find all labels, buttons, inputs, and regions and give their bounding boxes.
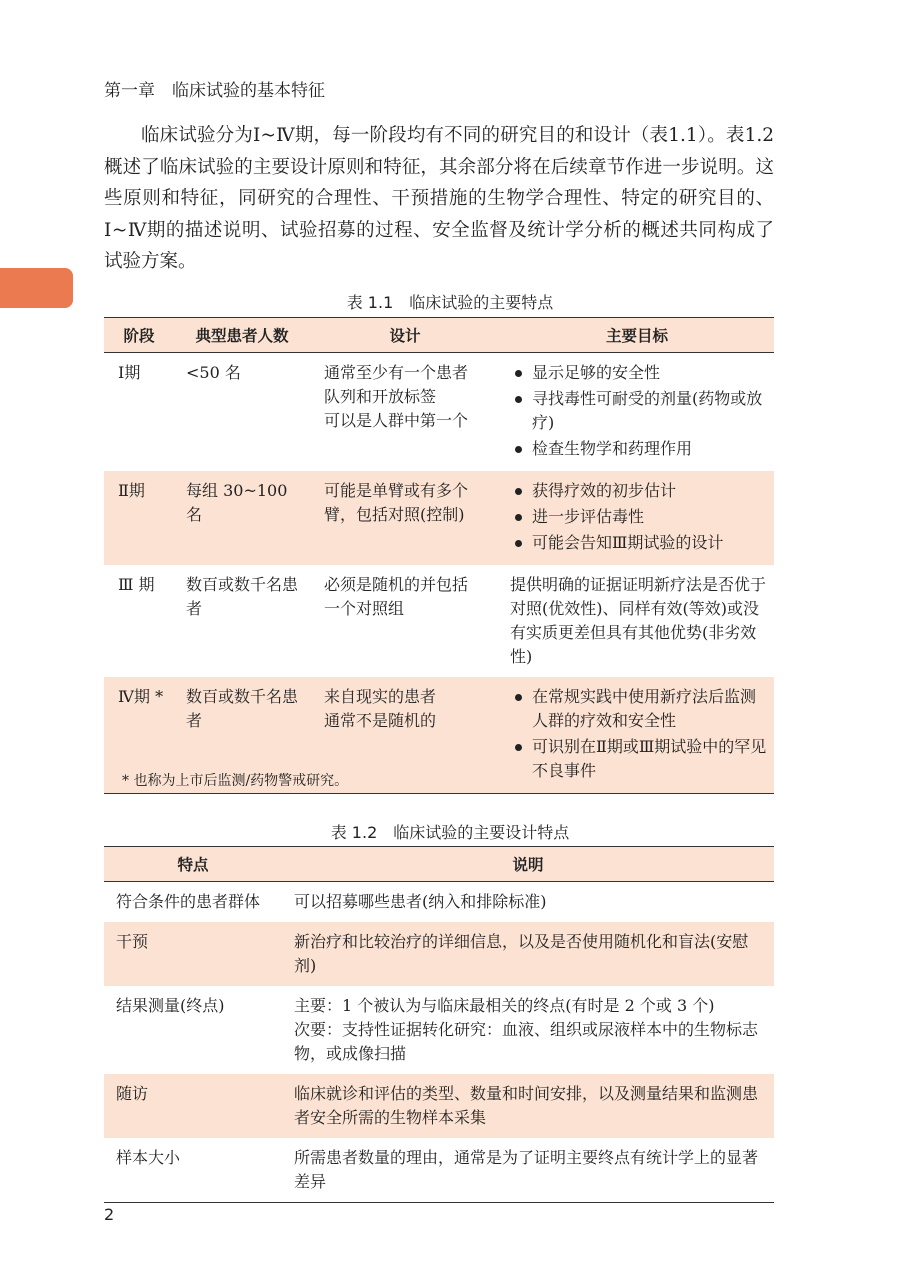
- description-line: 主要：1 个被认为与临床最相关的终点(有时是 2 个或 3 个): [294, 996, 715, 1015]
- feature-cell: 结果测量(终点): [116, 996, 225, 1015]
- patients-cell: 数百或数千名患者: [186, 575, 299, 618]
- goal-item: 显示足够的安全性: [510, 361, 768, 385]
- description-cell: [282, 986, 774, 1074]
- design-line: 臂，包括对照(控制): [324, 505, 465, 524]
- table1-caption: 表 1.1 临床试验的主要特点: [346, 293, 554, 312]
- goals-cell: 提供明确的证据证明新疗法是否优于对照(优效性)、同样有效(等效)或没有实质更差但具有其他优势(非劣效性): [510, 575, 767, 666]
- table-header-row: [104, 318, 774, 353]
- phases-table: [104, 317, 774, 794]
- table-row: [104, 471, 774, 565]
- intro-paragraph: 临床试验分为Ⅰ~Ⅳ期，每一阶段均有不同的研究目的和设计（表1.1）。表1.2概述了临床试验的主要设计原则和特征，其余部分将在后续章节作进一步说明。这些原则和特征，同研究的合理性、干预措施的生物学合理性、特定的研究目的、Ⅰ~Ⅳ期的描述说明、试验招募的过程、安全监督及统计学分析的概述共同构成了试验方案。: [104, 125, 774, 272]
- goal-item: 可能会告知Ⅲ期试验的设计: [510, 531, 768, 555]
- column-header: 阶段: [104, 318, 174, 353]
- design-features-table: [104, 846, 774, 1203]
- running-head: 第一章 临床试验的基本特征: [104, 81, 325, 101]
- phase-cell: Ⅳ期 *: [104, 677, 174, 794]
- page-number: 2: [104, 1205, 115, 1224]
- description-cell: [282, 922, 774, 986]
- table1-footnote: * 也称为上市后监测/药物警戒研究。: [122, 773, 349, 789]
- design-cell: [310, 565, 500, 677]
- table-row: [104, 353, 774, 472]
- description-line: 所需患者数量的理由，通常是为了证明主要终点有统计学上的显著差异: [294, 1148, 759, 1191]
- phase-cell: Ⅰ期: [118, 363, 141, 382]
- description-line: 新治疗和比较治疗的详细信息，以及是否使用随机化和盲法(安慰剂): [294, 932, 749, 975]
- design-cell: [310, 353, 500, 472]
- goal-item: 获得疗效的初步估计: [510, 479, 768, 503]
- goals-cell: [500, 471, 774, 565]
- patients-cell: 数百或数千名患者: [174, 677, 310, 794]
- table-row: [104, 1074, 774, 1138]
- goals-cell: [500, 677, 774, 794]
- description-cell: [282, 1074, 774, 1138]
- goal-item: 进一步评估毒性: [510, 505, 768, 529]
- feature-cell: 样本大小: [104, 1138, 282, 1203]
- design-line: 可以是人群中第一个: [324, 411, 469, 430]
- goal-item: 寻找毒性可耐受的剂量(药物或放疗): [510, 387, 768, 435]
- description-line: 临床就诊和评估的类型、数量和时间安排，以及测量结果和监测患者安全所需的生物样本采集: [294, 1084, 759, 1127]
- table-row: [104, 1138, 774, 1203]
- table-header-row: [104, 847, 774, 882]
- phase-cell: Ⅲ 期: [118, 575, 155, 594]
- feature-cell: 符合条件的患者群体: [116, 892, 261, 911]
- goal-item: 在常规实践中使用新疗法后监测人群的疗效和安全性: [510, 685, 768, 733]
- feature-cell: 随访: [104, 1074, 282, 1138]
- description-cell: [282, 1138, 774, 1203]
- table-row: [104, 986, 774, 1074]
- column-header: 设计: [310, 318, 500, 353]
- design-line: 来自现实的患者: [324, 687, 437, 706]
- table-row: [104, 922, 774, 986]
- description-cell: [282, 882, 774, 923]
- design-cell: [310, 471, 500, 565]
- table-row: [104, 565, 774, 677]
- design-line: 通常不是随机的: [324, 711, 437, 730]
- design-line: 必须是随机的并包括: [324, 575, 469, 594]
- table-row: [104, 882, 774, 923]
- column-header: 典型患者人数: [174, 318, 310, 353]
- design-line: 一个对照组: [324, 599, 405, 618]
- patients-cell: <50 名: [186, 363, 241, 382]
- column-header: 特点: [104, 847, 282, 882]
- goal-item: 可识别在Ⅱ期或Ⅲ期试验中的罕见不良事件: [510, 735, 768, 783]
- feature-cell: 干预: [104, 922, 282, 986]
- column-header: 主要目标: [500, 318, 774, 353]
- description-line: 可以招募哪些患者(纳入和排除标准): [294, 892, 547, 911]
- column-header: 说明: [282, 847, 774, 882]
- description-line: 次要：支持性证据转化研究：血液、组织或尿液样本中的生物标志物，或成像扫描: [294, 1020, 759, 1063]
- design-line: 可能是单臂或有多个: [324, 481, 469, 500]
- goals-cell: [500, 353, 774, 472]
- table2-caption: 表 1.2 临床试验的主要设计特点: [330, 823, 570, 842]
- patients-cell: 每组 30~100 名: [174, 471, 310, 565]
- phase-cell: Ⅱ期: [104, 471, 174, 565]
- goal-item: 检查生物学和药理作用: [510, 437, 768, 461]
- design-line: 队列和开放标签: [324, 387, 437, 406]
- design-line: 通常至少有一个患者: [324, 363, 469, 382]
